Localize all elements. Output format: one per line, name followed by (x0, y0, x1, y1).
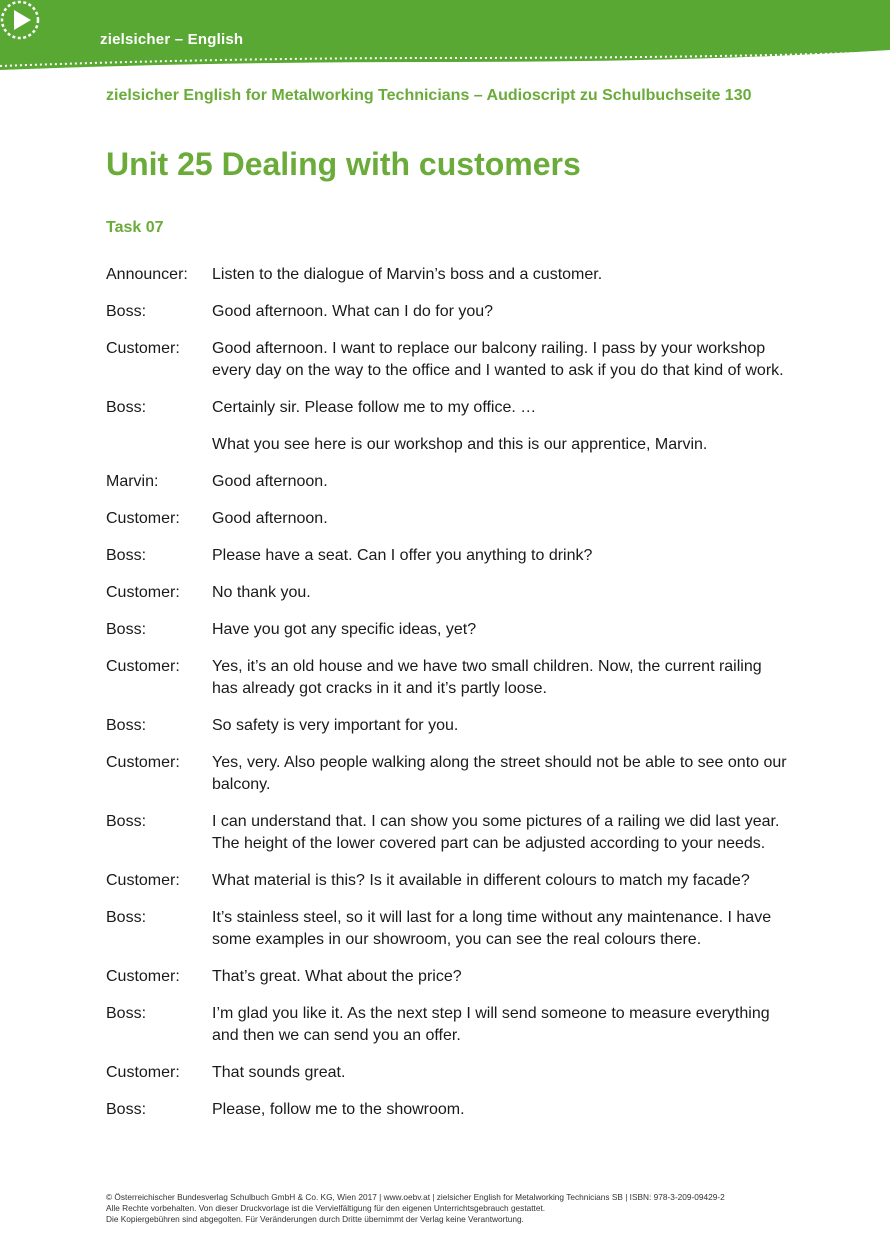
speech-text: I can understand that. I can show you some pictures of a railing we did last year. The height of the lower covered part can be adjusted according to your needs. (212, 813, 780, 852)
speech-text: I’m glad you like it. As the next step I will send someone to measure everything and then we can send you an offer. (212, 1005, 770, 1044)
play-icon (0, 0, 40, 40)
speech-text: Please have a seat. Can I offer you anything to drink? (212, 547, 593, 564)
speech-text: Have you got any specific ideas, yet? (212, 621, 477, 638)
dialogue-line (106, 1099, 796, 1121)
speaker-label (106, 434, 212, 456)
dialogue (106, 264, 796, 1136)
dialogue-line (106, 545, 796, 567)
speech-text: It’s stainless steel, so it will last for a long time without any maintenance. I have some examples in our showroom, you can see the real colours there. (212, 909, 772, 948)
footer-disclaimer: Die Kopiergebühren sind abgegolten. Für Veränderungen durch Dritte übernimmt der Verlag keine Verantwortung. (106, 1214, 524, 1224)
speaker-label: Customer: (106, 340, 180, 357)
speaker-label: Customer: (106, 968, 180, 985)
speaker-label: Boss: (106, 303, 147, 320)
dialogue-line (106, 715, 796, 737)
brand-name: zielsicher – English (100, 31, 244, 48)
speech-text: Good afternoon. (212, 473, 328, 490)
dialogue-line (106, 1062, 796, 1084)
footer-copyright: © Österreichischer Bundesverlag Schulbuch GmbH & Co. KG, Wien 2017 | www.oebv.at | zielsicher English for Metalworking Technicians SB | ISBN: 978-3-209-09429-2 (106, 1192, 725, 1202)
document-subtitle: zielsicher English for Metalworking Technicians – Audioscript zu Schulbuchseite 130 (106, 87, 752, 104)
speaker-label: Boss: (106, 1005, 147, 1022)
dialogue-line (106, 397, 796, 419)
speech-text: So safety is very important for you. (212, 717, 459, 734)
speech-text: Certainly sir. Please follow me to my office. … (212, 399, 537, 416)
speech-text: Yes, it’s an old house and we have two small children. Now, the current railing has already got cracks in it and it’s partly loose. (212, 658, 762, 697)
speaker-label: Boss: (106, 813, 147, 830)
dialogue-line (106, 907, 796, 951)
dialogue-line (106, 811, 796, 855)
speaker-label: Boss: (106, 621, 147, 638)
speaker-label: Boss: (106, 547, 147, 564)
dialogue-line (106, 301, 796, 323)
dialogue-line (106, 870, 796, 892)
footer-rights: Alle Rechte vorbehalten. Von dieser Druckvorlage ist die Vervielfältigung für den eigenen Unterrichtsgebrauch gestattet. (106, 1203, 546, 1213)
speech-text: Please, follow me to the showroom. (212, 1101, 465, 1118)
dialogue-line (106, 656, 796, 700)
speaker-label: Customer: (106, 754, 180, 771)
page-title: Unit 25 Dealing with customers (106, 146, 581, 182)
speaker-label: Customer: (106, 1064, 180, 1081)
speaker-label: Announcer: (106, 266, 188, 283)
speech-text: No thank you. (212, 584, 311, 601)
speaker-label: Customer: (106, 584, 180, 601)
speaker-label: Boss: (106, 399, 147, 416)
dialogue-line (106, 582, 796, 604)
speech-text: Good afternoon. I want to replace our balcony railing. I pass by your workshop every day on the way to the office and I wanted to ask if you do that kind of work. (212, 340, 784, 379)
dialogue-line (106, 471, 796, 493)
footer (106, 1192, 796, 1225)
speaker-label: Customer: (106, 872, 180, 889)
dialogue-line (106, 508, 796, 530)
dialogue-line (106, 264, 796, 286)
dialogue-line (106, 1003, 796, 1047)
dialogue-line (106, 966, 796, 988)
speech-text: What you see here is our workshop and this is our apprentice, Marvin. (212, 436, 708, 453)
header-banner (0, 0, 890, 80)
speech-text: That sounds great. (212, 1064, 346, 1081)
dialogue-line (106, 434, 796, 456)
speech-text: That’s great. What about the price? (212, 968, 462, 985)
speech-text: Yes, very. Also people walking along the street should not be able to see onto our balcony. (212, 754, 787, 793)
speaker-label: Customer: (106, 510, 180, 527)
speech-text: Good afternoon. (212, 510, 328, 527)
task-label: Task 07 (106, 219, 164, 236)
speaker-label: Customer: (106, 658, 180, 675)
speech-text: What material is this? Is it available in different colours to match my facade? (212, 872, 750, 889)
dialogue-line (106, 752, 796, 796)
speaker-label: Boss: (106, 909, 147, 926)
speaker-label: Boss: (106, 1101, 147, 1118)
dialogue-line (106, 338, 796, 382)
speaker-label: Marvin: (106, 473, 159, 490)
speaker-label: Boss: (106, 717, 147, 734)
speech-text: Listen to the dialogue of Marvin’s boss and a customer. (212, 266, 603, 283)
speech-text: Good afternoon. What can I do for you? (212, 303, 494, 320)
dialogue-line (106, 619, 796, 641)
